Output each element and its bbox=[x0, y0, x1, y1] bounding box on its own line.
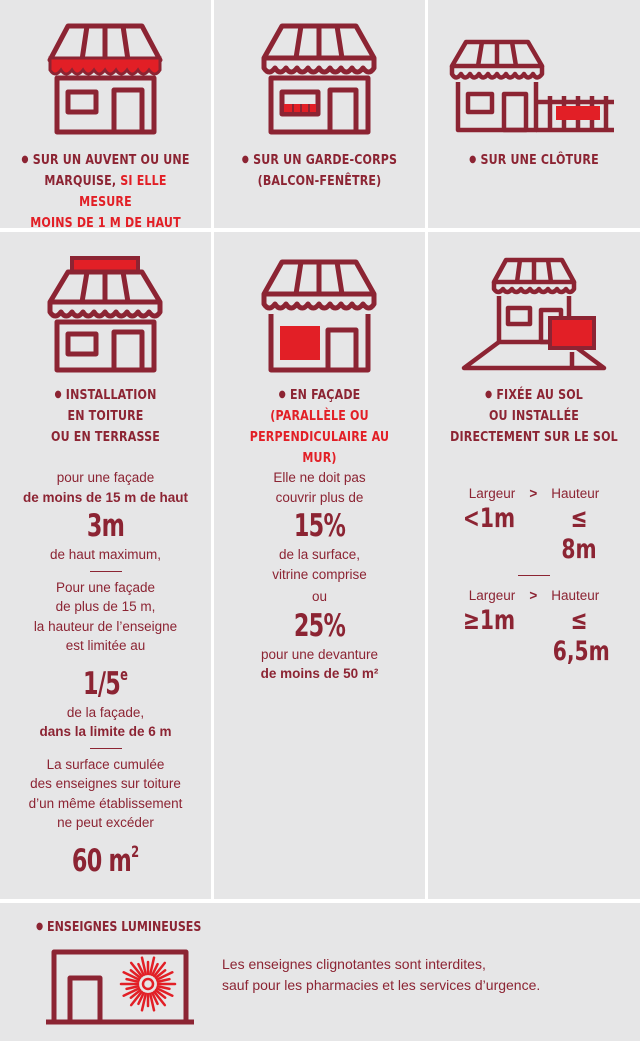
value-3m: 3m bbox=[86, 508, 125, 544]
separator bbox=[90, 748, 122, 749]
shop-ground-sign-icon bbox=[428, 256, 640, 372]
size-header-1: Largeur > Hauteur bbox=[468, 486, 600, 501]
size-values-2: ≥1m ≤ 6,5m bbox=[462, 605, 610, 667]
shop-fence-icon bbox=[428, 36, 640, 136]
cell-cloture bbox=[428, 0, 640, 228]
caption: ● FIXÉE AU SOL OU INSTALLÉE DIRECTEMENT SUR LE SOL bbox=[450, 387, 618, 445]
caption: ● EN FAÇADE (PARALLÈLE OU PERPENDICULAIRE AU MUR) bbox=[249, 387, 390, 466]
cell-auvent bbox=[0, 0, 211, 231]
caption: ● SUR UN GARDE-CORPS (BALCON-FENÊTRE) bbox=[241, 152, 398, 189]
lumineuses-text: Les enseignes clignotantes sont interdites, sauf pour les pharmacies et les services d’urgence. bbox=[222, 956, 541, 993]
separator bbox=[518, 575, 550, 576]
size-header-2: Largeur > Hauteur bbox=[468, 588, 600, 603]
value-1-5e: 1/5e bbox=[83, 664, 128, 702]
cell-sol bbox=[428, 232, 640, 899]
toiture-details: pour une façade de moins de 15 m de haut 3m de haut maximum, Pour une façade de plus de 15 m, la hauteur de l’enseigne est limitée au 1/5e de la façade, dans la limite de 6 m La surface cumulée des enseignes sur toiture d’un même établissement ne peut excéder 60 $m^2$ bbox=[22, 470, 189, 879]
sol-details bbox=[428, 486, 640, 667]
shop-awning-icon bbox=[0, 20, 211, 136]
facade-details: Elle ne doit pas couvrir plus de 15% de la surface, vitrine comprise ou 25% pour une devanture de moins de 50 m² bbox=[214, 468, 425, 684]
value-60m2: 60 $m^2$ bbox=[71, 841, 140, 879]
shop-roof-icon bbox=[0, 252, 211, 374]
value-15pct: 15% bbox=[293, 508, 346, 544]
shop-balcony-icon bbox=[214, 20, 425, 136]
cell-toiture bbox=[0, 232, 211, 899]
shop-facade-icon bbox=[214, 256, 425, 374]
size-values-1: <1m ≤ 8m bbox=[462, 503, 597, 565]
shop-illuminated-sign-icon bbox=[44, 946, 196, 1026]
value-25pct: 25% bbox=[293, 607, 346, 644]
lumineuses-title: ● ENSEIGNES LUMINEUSES bbox=[36, 919, 202, 935]
separator bbox=[90, 571, 122, 572]
cell-garde-corps bbox=[214, 0, 425, 228]
cell-facade bbox=[214, 232, 425, 899]
caption: ● SUR UN AUVENT OU UNE MARQUISE, SI ELLE MESURE MOINS DE 1 M DE HAUT bbox=[21, 152, 190, 231]
caption: ● INSTALLATION EN TOITURE OU EN TERRASSE bbox=[51, 387, 160, 445]
caption: ● SUR UNE CLÔTURE bbox=[469, 152, 599, 168]
